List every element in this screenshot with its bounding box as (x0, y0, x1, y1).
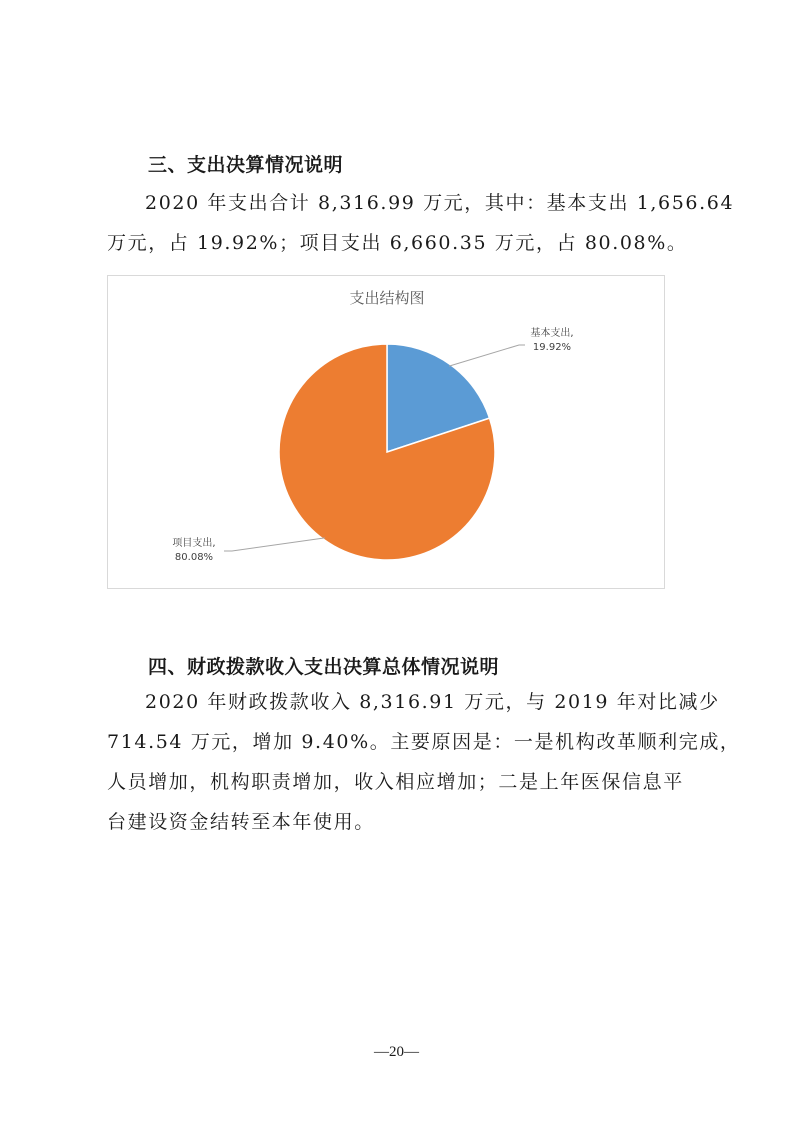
pie-chart-svg (108, 276, 664, 588)
leader-line-2 (224, 538, 325, 551)
leader-line-1 (449, 345, 525, 366)
section3-paragraph (107, 183, 735, 263)
section4-paragraph (107, 682, 741, 842)
section4-line-1: 2020 年财政拨款收入 8,316.91 万元，与 2019 年对比减少 (145, 691, 720, 713)
section4-line-3: 人员增加，机构职责增加，收入相应增加；二是上年医保信息平 (107, 771, 684, 793)
chart-title: 支出结构图 (349, 289, 425, 307)
slice-percent-2: 80.08% (174, 552, 214, 563)
section4-line-4: 台建设资金结转至本年使用。 (107, 811, 375, 833)
page-number: —20— (374, 1044, 419, 1060)
section4-line-2: 714.54 万元，增加 9.40%。主要原因是：一是机构改革顺利完成， (107, 731, 741, 753)
section3-line-2: 万元，占 19.92%；项目支出 6,660.35 万元，占 80.08%。 (107, 232, 688, 254)
expense-structure-chart (107, 275, 665, 589)
section3-heading: 三、支出决算情况说明 (148, 154, 344, 176)
slice-label-2: 项目支出, (172, 538, 216, 549)
section3-line-1: 2020 年支出合计 8,316.99 万元，其中：基本支出 1,656.64 (145, 192, 735, 214)
slice-label-1: 基本支出, (530, 328, 574, 339)
slice-percent-1: 19.92% (532, 342, 572, 353)
section4-heading: 四、财政拨款收入支出决算总体情况说明 (148, 656, 500, 678)
